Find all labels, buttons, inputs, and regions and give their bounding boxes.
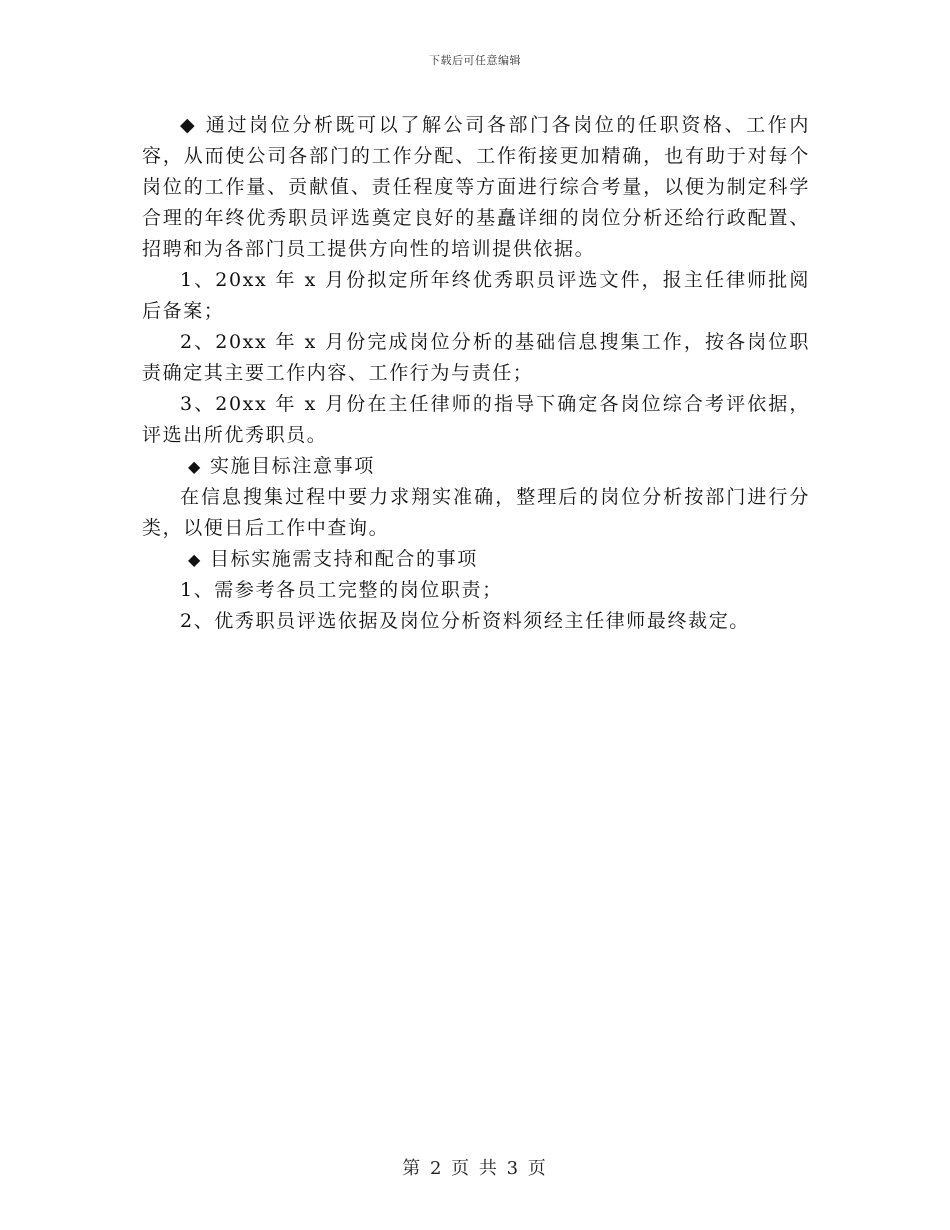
list-item-4: 1、需参考各员工完整的岗位职责；	[180, 579, 503, 601]
page-number: 第 2 页 共 3 页	[402, 1158, 548, 1179]
bullet-heading-text: 实施目标注意事项	[210, 455, 375, 477]
list-item-1: 1、20xx 年 x 月份拟定所年终优秀职员评选文件，报主任律师批阅后备案；	[142, 269, 810, 322]
list-item-2: 2、20xx 年 x 月份完成岗位分析的基础信息搜集工作，按各岗位职责确定其主要工作内容、工作行为与责任；	[142, 331, 810, 384]
bullet-paragraph-job-analysis	[142, 110, 810, 265]
document-body	[142, 110, 810, 637]
diamond-bullet-icon: ◆	[188, 550, 202, 569]
diamond-bullet-icon: ◆	[180, 114, 198, 136]
page-header: 下载后可任意编辑	[429, 54, 521, 67]
bullet-heading-support	[142, 544, 810, 575]
bullet-heading-text: 目标实施需支持和配合的事项	[210, 548, 478, 570]
job-analysis-text: 通过岗位分析既可以了解公司各部门各岗位的任职资格、工作内容，从而使公司各部门的工作分配、工作衔接更加精确，也有助于对每个岗位的工作量、贡献值、责任程度等方面进行综合考量，以便为制定科学合理的年终优秀职员评选奠定良好的基矗详细的岗位分析还给行政配置、招聘和为各部门员工提供方向性的培训提供依据。	[142, 114, 810, 260]
list-item-3: 3、20xx 年 x 月份在主任律师的指导下确定各岗位综合考评依据，评选出所优秀职员。	[142, 393, 810, 446]
list-item-5: 2、优秀职员评选依据及岗位分析资料须经主任律师最终裁定。	[180, 610, 750, 632]
notes-paragraph: 在信息搜集过程中要力求翔实准确，整理后的岗位分析按部门进行分类，以便日后工作中查询。	[142, 486, 810, 539]
bullet-heading-notes	[142, 451, 810, 482]
diamond-bullet-icon: ◆	[188, 457, 202, 476]
